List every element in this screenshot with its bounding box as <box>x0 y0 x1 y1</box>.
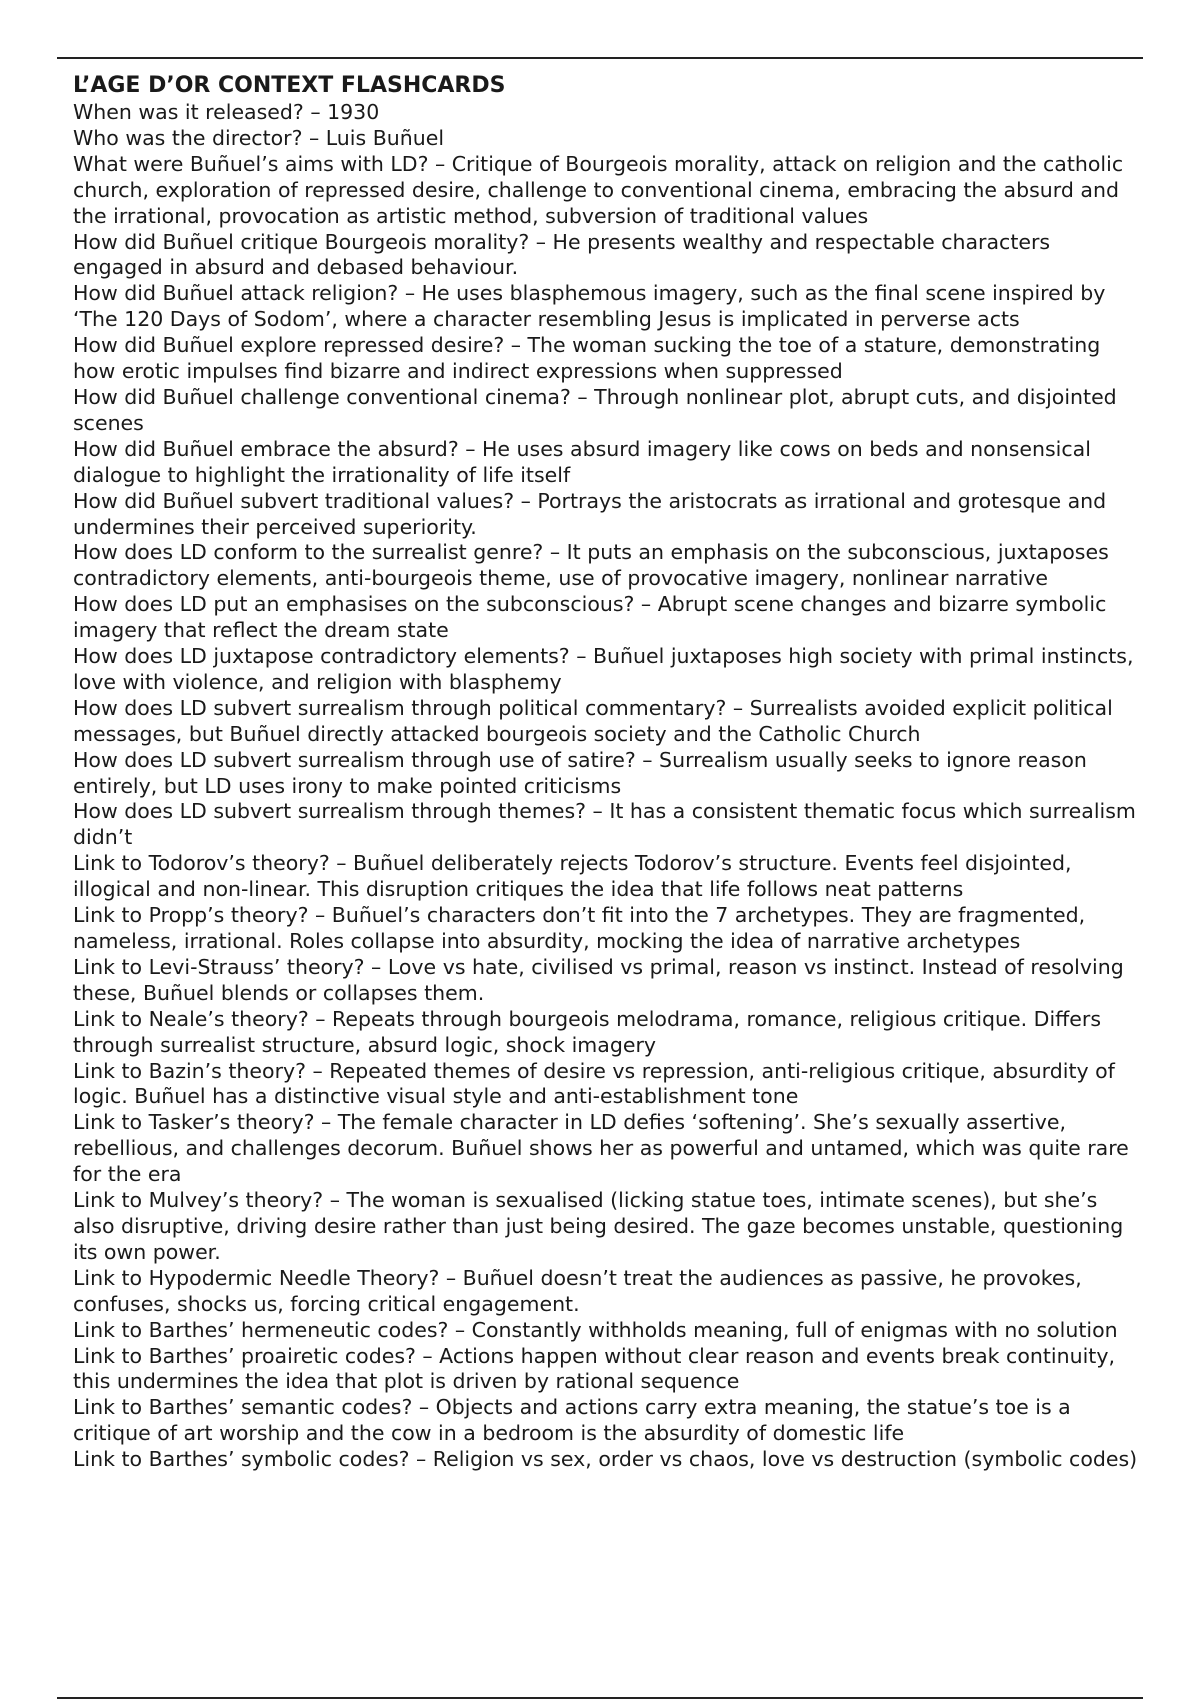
flashcard: How does LD subvert surrealism through use of satire? – Surrealism usually seeks to ignore reason entirely, but LD uses irony to make pointed criticisms <box>73 747 1087 798</box>
bottom-divider <box>57 1697 1143 1699</box>
flashcard: Link to Todorov’s theory? – Buñuel deliberately rejects Todorov’s structure. Events feel disjointed, illogical and non-linear. This disruption critiques the idea that life follows neat patterns <box>73 851 1072 902</box>
flashcard: What were Buñuel’s aims with LD? – Critique of Bourgeois morality, attack on religion and the catholic church, exploration of repressed desire, challenge to conventional cinema, embracing the absurd and the irrational, provocation as artistic method, subversion of traditional values <box>73 151 1124 228</box>
flashcard: Link to Levi-Strauss’ theory? – Love vs hate, civilised vs primal, reason vs instinct. Instead of resolving these, Buñuel blends or collapses them. <box>73 954 1124 1005</box>
flashcard: Link to Neale’s theory? – Repeats through bourgeois melodrama, romance, religious critique. Differs through surrealist structure, absurd logic, shock imagery <box>73 1006 1102 1057</box>
flashcard: Link to Barthes’ semantic codes? – Objects and actions carry extra meaning, the statue’s toe is a critique of art worship and the cow in a bedroom is the absurdity of domestic life <box>73 1395 1071 1446</box>
flashcard: How does LD subvert surrealism through themes? – It has a consistent thematic focus which surrealism didn’t <box>73 799 1136 850</box>
flashcard: How did Buñuel subvert traditional values? – Portrays the aristocrats as irrational and grotesque and undermines their perceived superiority. <box>73 488 1107 539</box>
flashcard: How did Buñuel explore repressed desire? – The woman sucking the toe of a stature, demonstrating how erotic impulses find bizarre and indirect expressions when suppressed <box>73 333 1101 384</box>
flashcard: How does LD subvert surrealism through political commentary? – Surrealists avoided explicit political messages, but Buñuel directly attacked bourgeois society and the Catholic Church <box>73 695 1113 746</box>
flashcard: When was it released? – 1930 <box>73 100 380 124</box>
flashcard: Who was the director? – Luis Buñuel <box>73 125 445 150</box>
flashcard: How does LD juxtapose contradictory elements? – Buñuel juxtaposes high society with primal instincts, love with violence, and religion with blasphemy <box>73 644 1134 694</box>
flashcard: How does LD conform to the surrealist genre? – It puts an emphasis on the subconscious, juxtaposes contradictory elements, anti-bourgeois theme, use of provocative imagery, nonlinear narrative <box>73 540 1109 591</box>
flashcard: Link to Propp’s theory? – Buñuel’s characters don’t fit into the 7 archetypes. They are fragmented, nameless, irrational. Roles collapse into absurdity, mocking the idea of narrative archetypes <box>73 903 1086 953</box>
flashcard: Link to Hypodermic Needle Theory? – Buñuel doesn’t treat the audiences as passive, he provokes, confuses, shocks us, forcing critical engagement. <box>73 1265 1082 1316</box>
flashcard: How does LD put an emphasises on the subconscious? – Abrupt scene changes and bizarre symbolic imagery that reflect the dream state <box>73 592 1107 643</box>
page-title: L’AGE D’OR CONTEXT FLASHCARDS <box>73 73 506 98</box>
document-body <box>73 72 1143 1473</box>
flashcard: Link to Mulvey’s theory? – The woman is sexualised (licking statue toes, intimate scenes), but she’s also disruptive, driving desire rather than just being desired. The gaze becomes unstable, questioning its own power. <box>73 1188 1124 1264</box>
top-divider <box>57 57 1143 59</box>
flashcard: Link to Barthes’ proairetic codes? – Actions happen without clear reason and events break continuity, this undermines the idea that plot is driven by rational sequence <box>73 1343 1115 1394</box>
flashcard: How did Buñuel attack religion? – He uses blasphemous imagery, such as the final scene inspired by ‘The 120 Days of Sodom’, where a character resembling Jesus is implicated in perverse acts <box>73 281 1106 332</box>
flashcard: Link to Bazin’s theory? – Repeated themes of desire vs repression, anti-religious critique, absurdity of logic. Buñuel has a distinctive visual style and anti-establishment tone <box>73 1058 1115 1109</box>
flashcard: How did Buñuel embrace the absurd? – He uses absurd imagery like cows on beds and nonsensical dialogue to highlight the irrationality of life itself <box>73 436 1091 487</box>
flashcard: How did Buñuel challenge conventional cinema? – Through nonlinear plot, abrupt cuts, and disjointed scenes <box>73 384 1117 435</box>
flashcard: Link to Barthes’ hermeneutic codes? – Constantly withholds meaning, full of enigmas with no solution <box>73 1317 1118 1342</box>
flashcard: Link to Barthes’ symbolic codes? – Religion vs sex, order vs chaos, love vs destruction (symbolic codes) <box>73 1447 1138 1472</box>
flashcard: How did Buñuel critique Bourgeois morality? – He presents wealthy and respectable characters engaged in absurd and debased behaviour. <box>73 229 1051 280</box>
flashcard: Link to Tasker’s theory? – The female character in LD defies ‘softening’. She’s sexually assertive, rebellious, and challenges decorum. Buñuel shows her as powerful and untamed, which was quite rare for the era <box>73 1110 1129 1187</box>
